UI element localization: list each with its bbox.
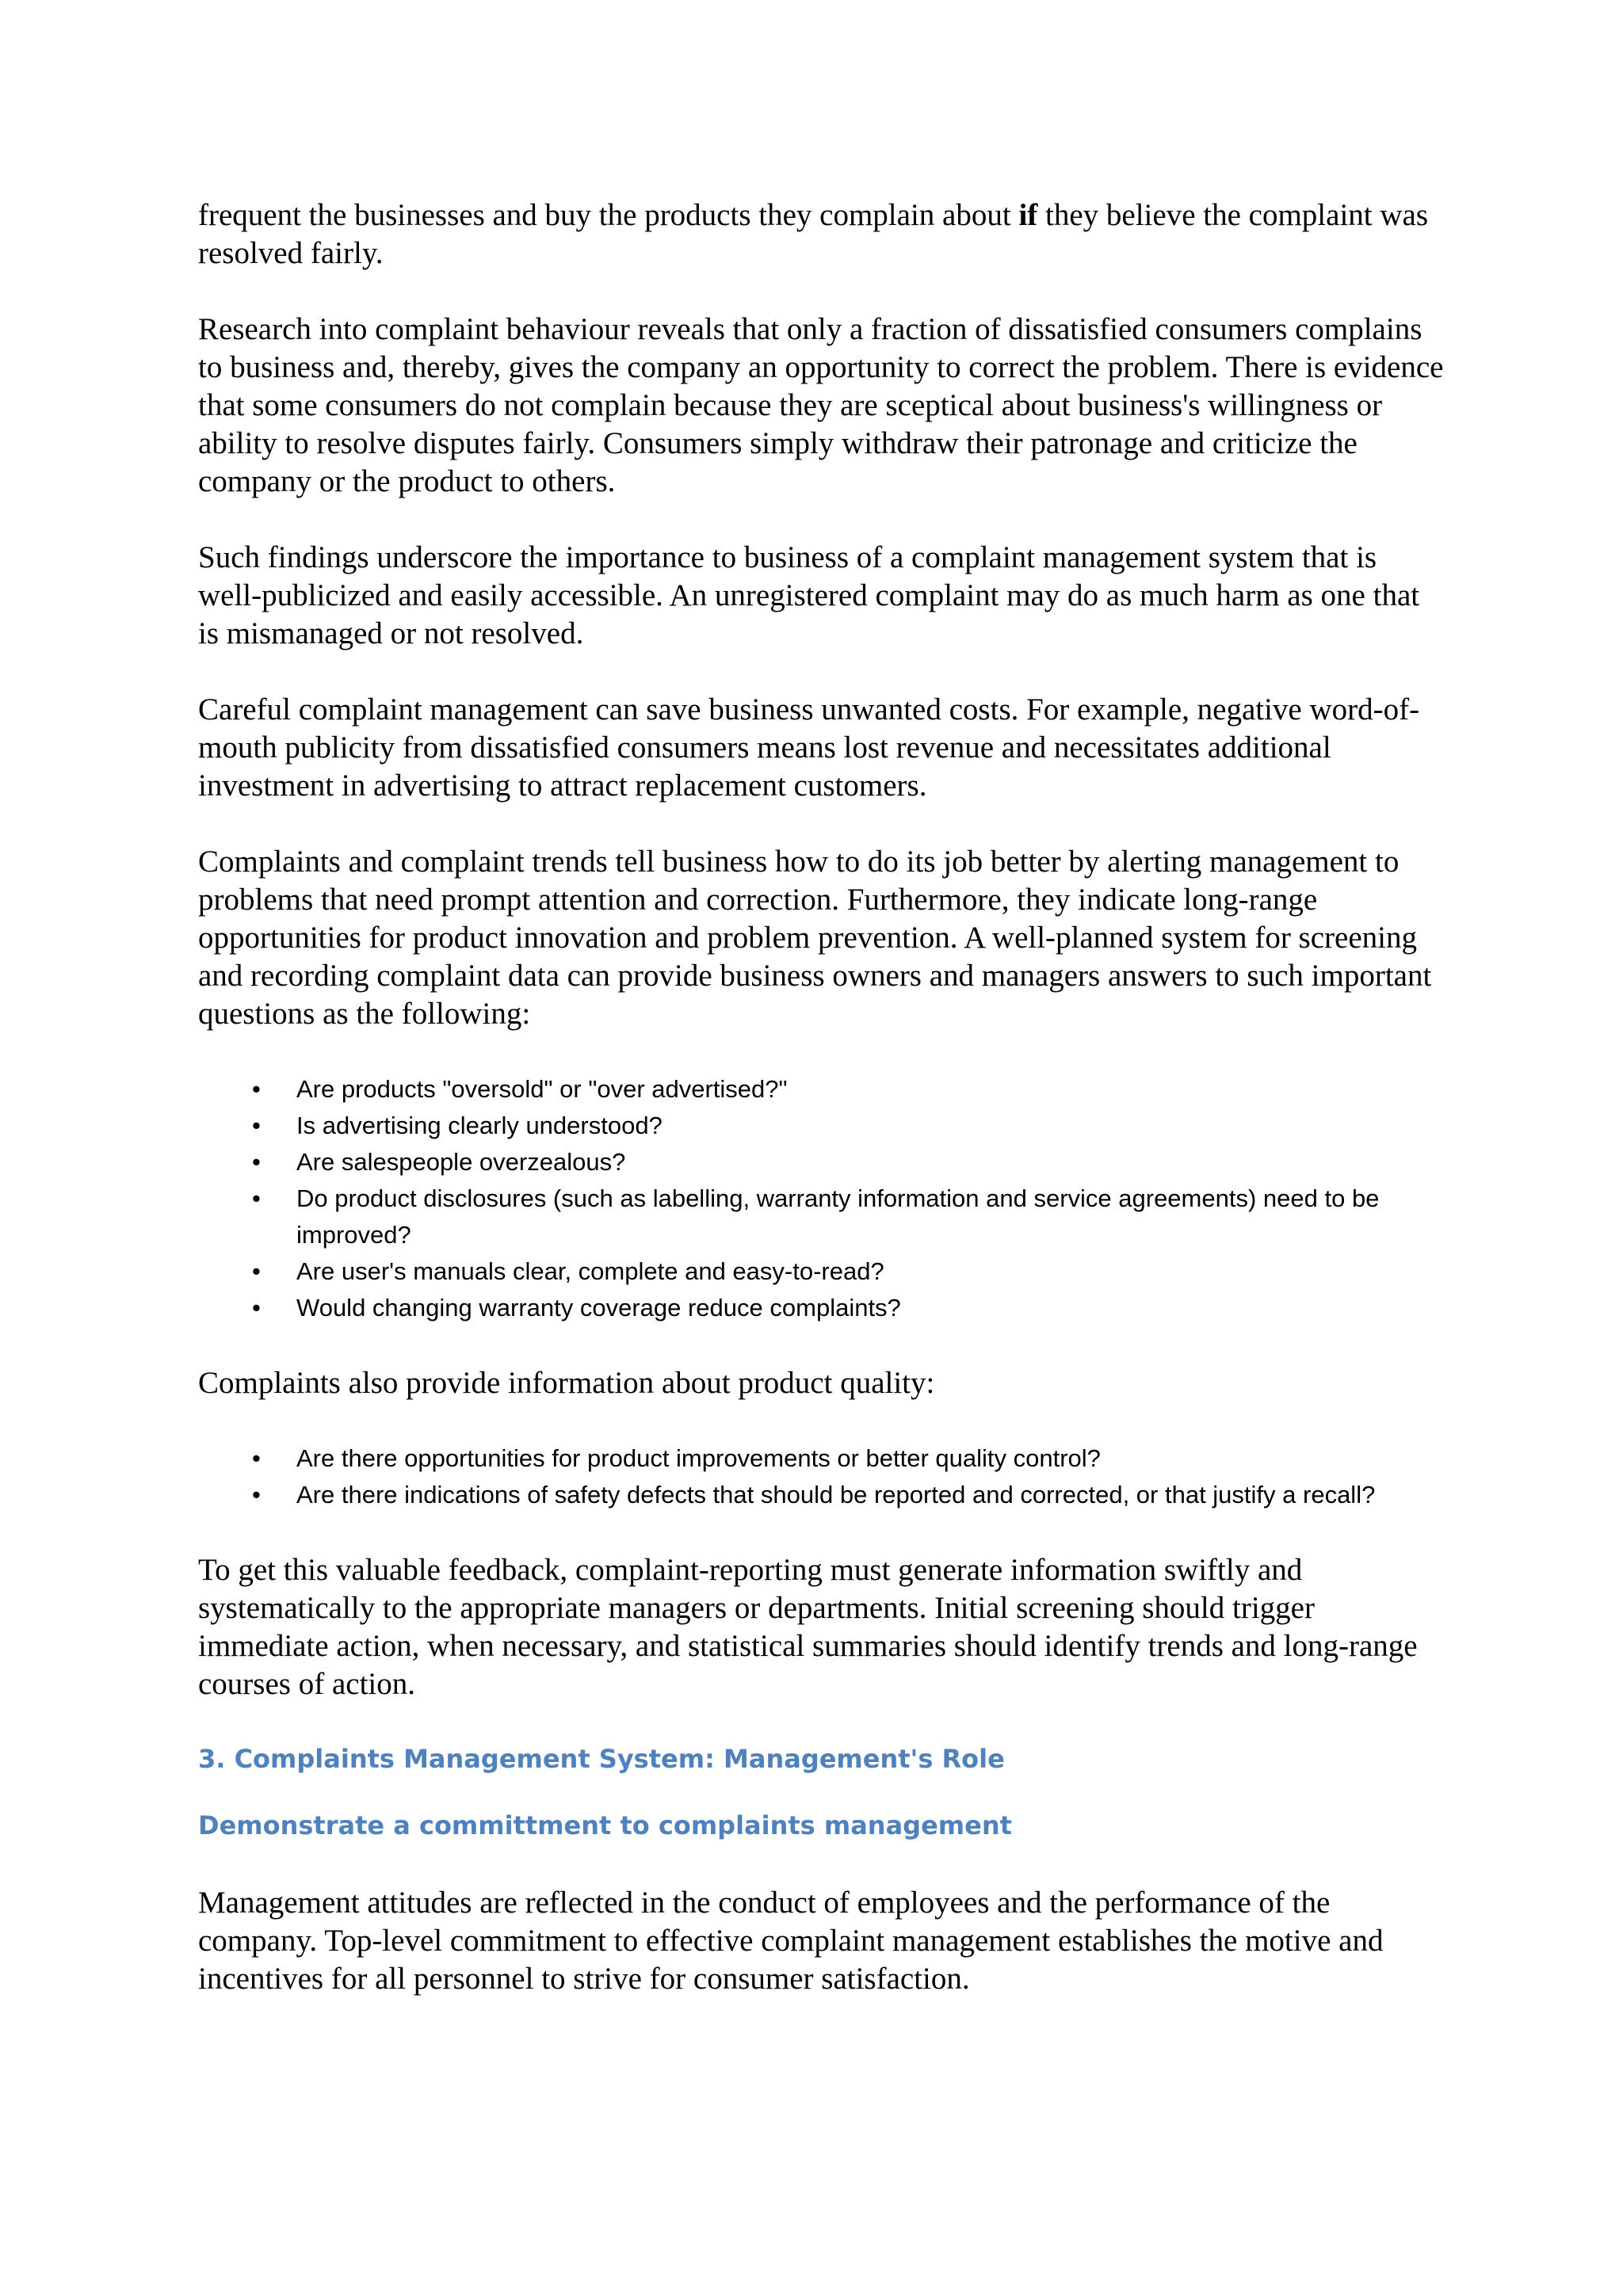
document-page — [198, 196, 1446, 1998]
list-item — [198, 1071, 1446, 1108]
list-item — [198, 1477, 1446, 1513]
subsection-heading: Demonstrate a committment to complaints management — [198, 1810, 1012, 1840]
bullet-icon: • — [252, 1294, 261, 1322]
list-item-text: Do product disclosures (such as labelling, warranty information and service agreements) need to be improved? — [296, 1184, 1380, 1249]
paragraph-research: Research into complaint behaviour reveals that only a fraction of dissatisfied consumers complains to business and, thereby, gives the company an opportunity to correct the problem. There is evidence that some consumers do not complain because they are sceptical about business's willingness or ability to resolve disputes fairly. Consumers simply withdraw their patronage and criticize the company or the product to others. — [198, 312, 1444, 498]
paragraph-intro-after: they believe the complaint was resolved fairly. — [198, 198, 1429, 270]
paragraph-management: Management attitudes are reflected in the conduct of employees and the performance of the company. Top-level commitment to effective complaint management establishes the motive and incentives for all personnel to strive for consumer satisfaction. — [198, 1886, 1384, 1996]
list-item — [198, 1144, 1446, 1180]
paragraph-findings: Such findings underscore the importance to business of a complaint management system that is well-publicized and easily accessible. An unregistered complaint may do as much harm as one that is mismanaged or not resolved. — [198, 540, 1420, 650]
quality-list — [198, 1440, 1446, 1513]
paragraph-intro-before: frequent the businesses and buy the products they complain about — [198, 198, 1019, 232]
list-item-text: Are salespeople overzealous? — [296, 1148, 626, 1176]
section-heading: 3. Complaints Management System: Management's Role — [198, 1744, 1005, 1774]
list-item-text: Are there opportunities for product improvements or better quality control? — [296, 1444, 1101, 1472]
questions-list — [198, 1071, 1446, 1326]
paragraph-feedback: To get this valuable feedback, complaint-reporting must generate information swiftly and systematically to the appropriate managers or departments. Initial screening should trigger immediate action, when necessary, and statistical summaries should identify trends and long-range courses of action. — [198, 1553, 1418, 1701]
bullet-icon: • — [252, 1257, 261, 1285]
paragraph-intro — [198, 196, 1446, 273]
paragraph-costs: Careful complaint management can save business unwanted costs. For example, negative word-of-mouth publicity from dissatisfied consumers means lost revenue and necessitates additional investment in advertising to attract replacement customers. — [198, 692, 1420, 803]
paragraph-quality: Complaints also provide information about product quality: — [198, 1366, 935, 1400]
list-item — [198, 1253, 1446, 1290]
list-item-text: Would changing warranty coverage reduce complaints? — [296, 1294, 901, 1322]
paragraph-trends: Complaints and complaint trends tell business how to do its job better by alerting management to problems that need prompt attention and correction. Furthermore, they indicate long-range opportunities for product innovation and problem prevention. A well-planned system for screening and recording complaint data can provide business owners and managers answers to such important questions as the following: — [198, 845, 1432, 1031]
list-item — [198, 1108, 1446, 1144]
list-item-text: Are there indications of safety defects that should be reported and corrected, or that justify a recall? — [296, 1481, 1376, 1508]
list-item-text: Is advertising clearly understood? — [296, 1112, 663, 1139]
list-item — [198, 1180, 1446, 1253]
paragraph-intro-bold: if — [1018, 198, 1038, 232]
bullet-icon: • — [252, 1075, 261, 1103]
list-item — [198, 1290, 1446, 1326]
bullet-icon: • — [252, 1481, 261, 1508]
bullet-icon: • — [252, 1112, 261, 1139]
list-item-text: Are products "oversold" or "over advertised?" — [296, 1075, 788, 1103]
bullet-icon: • — [252, 1148, 261, 1176]
bullet-icon: • — [252, 1184, 261, 1212]
list-item — [198, 1440, 1446, 1477]
bullet-icon: • — [252, 1444, 261, 1472]
list-item-text: Are user's manuals clear, complete and easy-to-read? — [296, 1257, 884, 1285]
